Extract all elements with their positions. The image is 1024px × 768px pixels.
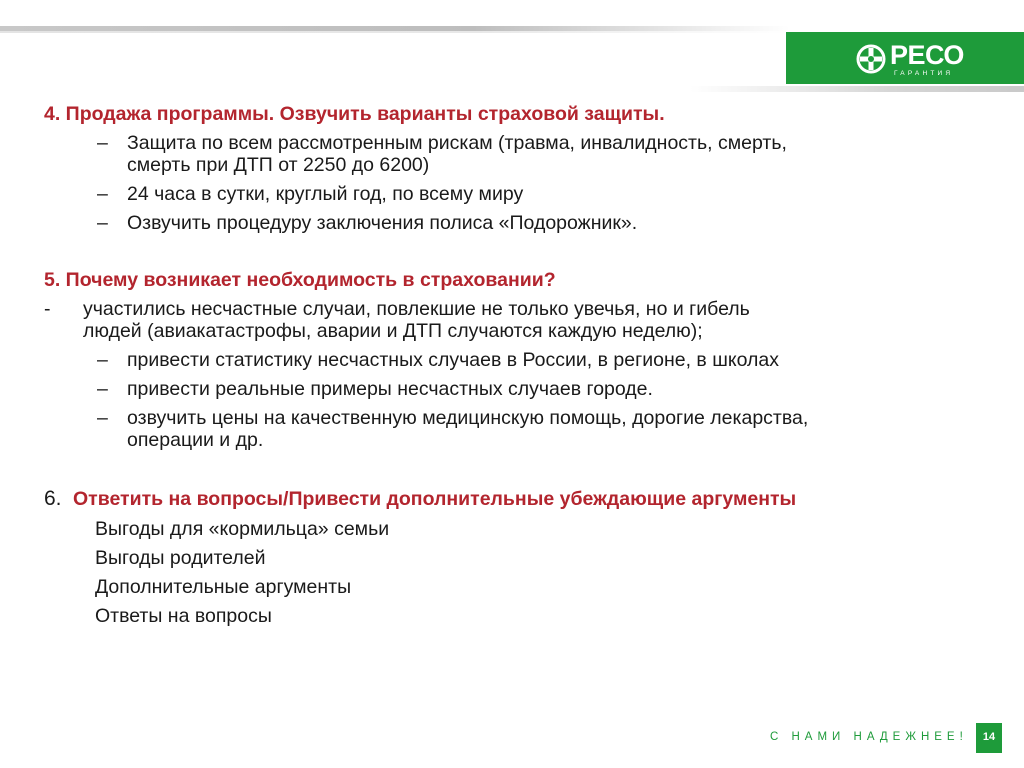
- reso-emblem-icon: [856, 44, 886, 74]
- section-6-number: 6.: [44, 487, 62, 510]
- bullet-text: привести статистику несчастных случаев в России, в регионе, в школах: [127, 349, 779, 371]
- bullet-text-cont: операции и др.: [127, 429, 264, 451]
- intro-text: участились несчастные случаи, повлекшие не только увечья, но и гибель: [83, 298, 750, 320]
- section-6-heading: Ответить на вопросы/Привести дополнительные убеждающие аргументы: [73, 488, 797, 510]
- bullet-text-cont: смерть при ДТП от 2250 до 6200): [127, 154, 430, 176]
- logo-text: РЕСО: [890, 40, 964, 70]
- bullet-text: привести реальные примеры несчастных случаев городе.: [127, 378, 653, 400]
- logo-underline: [690, 86, 1024, 92]
- bullet-dash: –: [97, 378, 108, 400]
- bullet-dash: –: [97, 183, 108, 205]
- reso-logo: [786, 32, 1024, 84]
- bullet-dash: –: [97, 132, 108, 154]
- list-item: Дополнительные аргументы: [95, 576, 352, 598]
- list-item: Выгоды для «кормильца» семьи: [95, 518, 390, 540]
- bullet-dash: –: [97, 212, 108, 234]
- bullet-text: озвучить цены на качественную медицинскую помощь, дорогие лекарства,: [127, 407, 809, 429]
- bullet-text: Озвучить процедуру заключения полиса «Подорожник».: [127, 212, 638, 234]
- footer-slogan: С НАМИ НАДЕЖНЕЕ!: [770, 731, 968, 743]
- section-5-heading: 5. Почему возникает необходимость в страховании?: [44, 269, 556, 291]
- intro-text-cont: людей (авиакатастрофы, аварии и ДТП случаются каждую неделю);: [83, 320, 703, 342]
- page-number: 14: [976, 723, 1002, 753]
- bullet-dash: –: [97, 349, 108, 371]
- list-item: Выгоды родителей: [95, 547, 266, 569]
- bullet-text: Защита по всем рассмотренным рискам (травма, инвалидность, смерть,: [127, 132, 787, 154]
- header-rule-shadow: [0, 31, 790, 33]
- section-4-heading: 4. Продажа программы. Озвучить варианты страховой защиты.: [44, 103, 665, 125]
- list-item: Ответы на вопросы: [95, 605, 272, 627]
- bullet-dash: –: [97, 407, 108, 429]
- logo-subtitle: ГАРАНТИЯ: [894, 70, 954, 77]
- bullet-text: 24 часа в сутки, круглый год, по всему миру: [127, 183, 524, 205]
- bullet-dash: -: [44, 298, 51, 320]
